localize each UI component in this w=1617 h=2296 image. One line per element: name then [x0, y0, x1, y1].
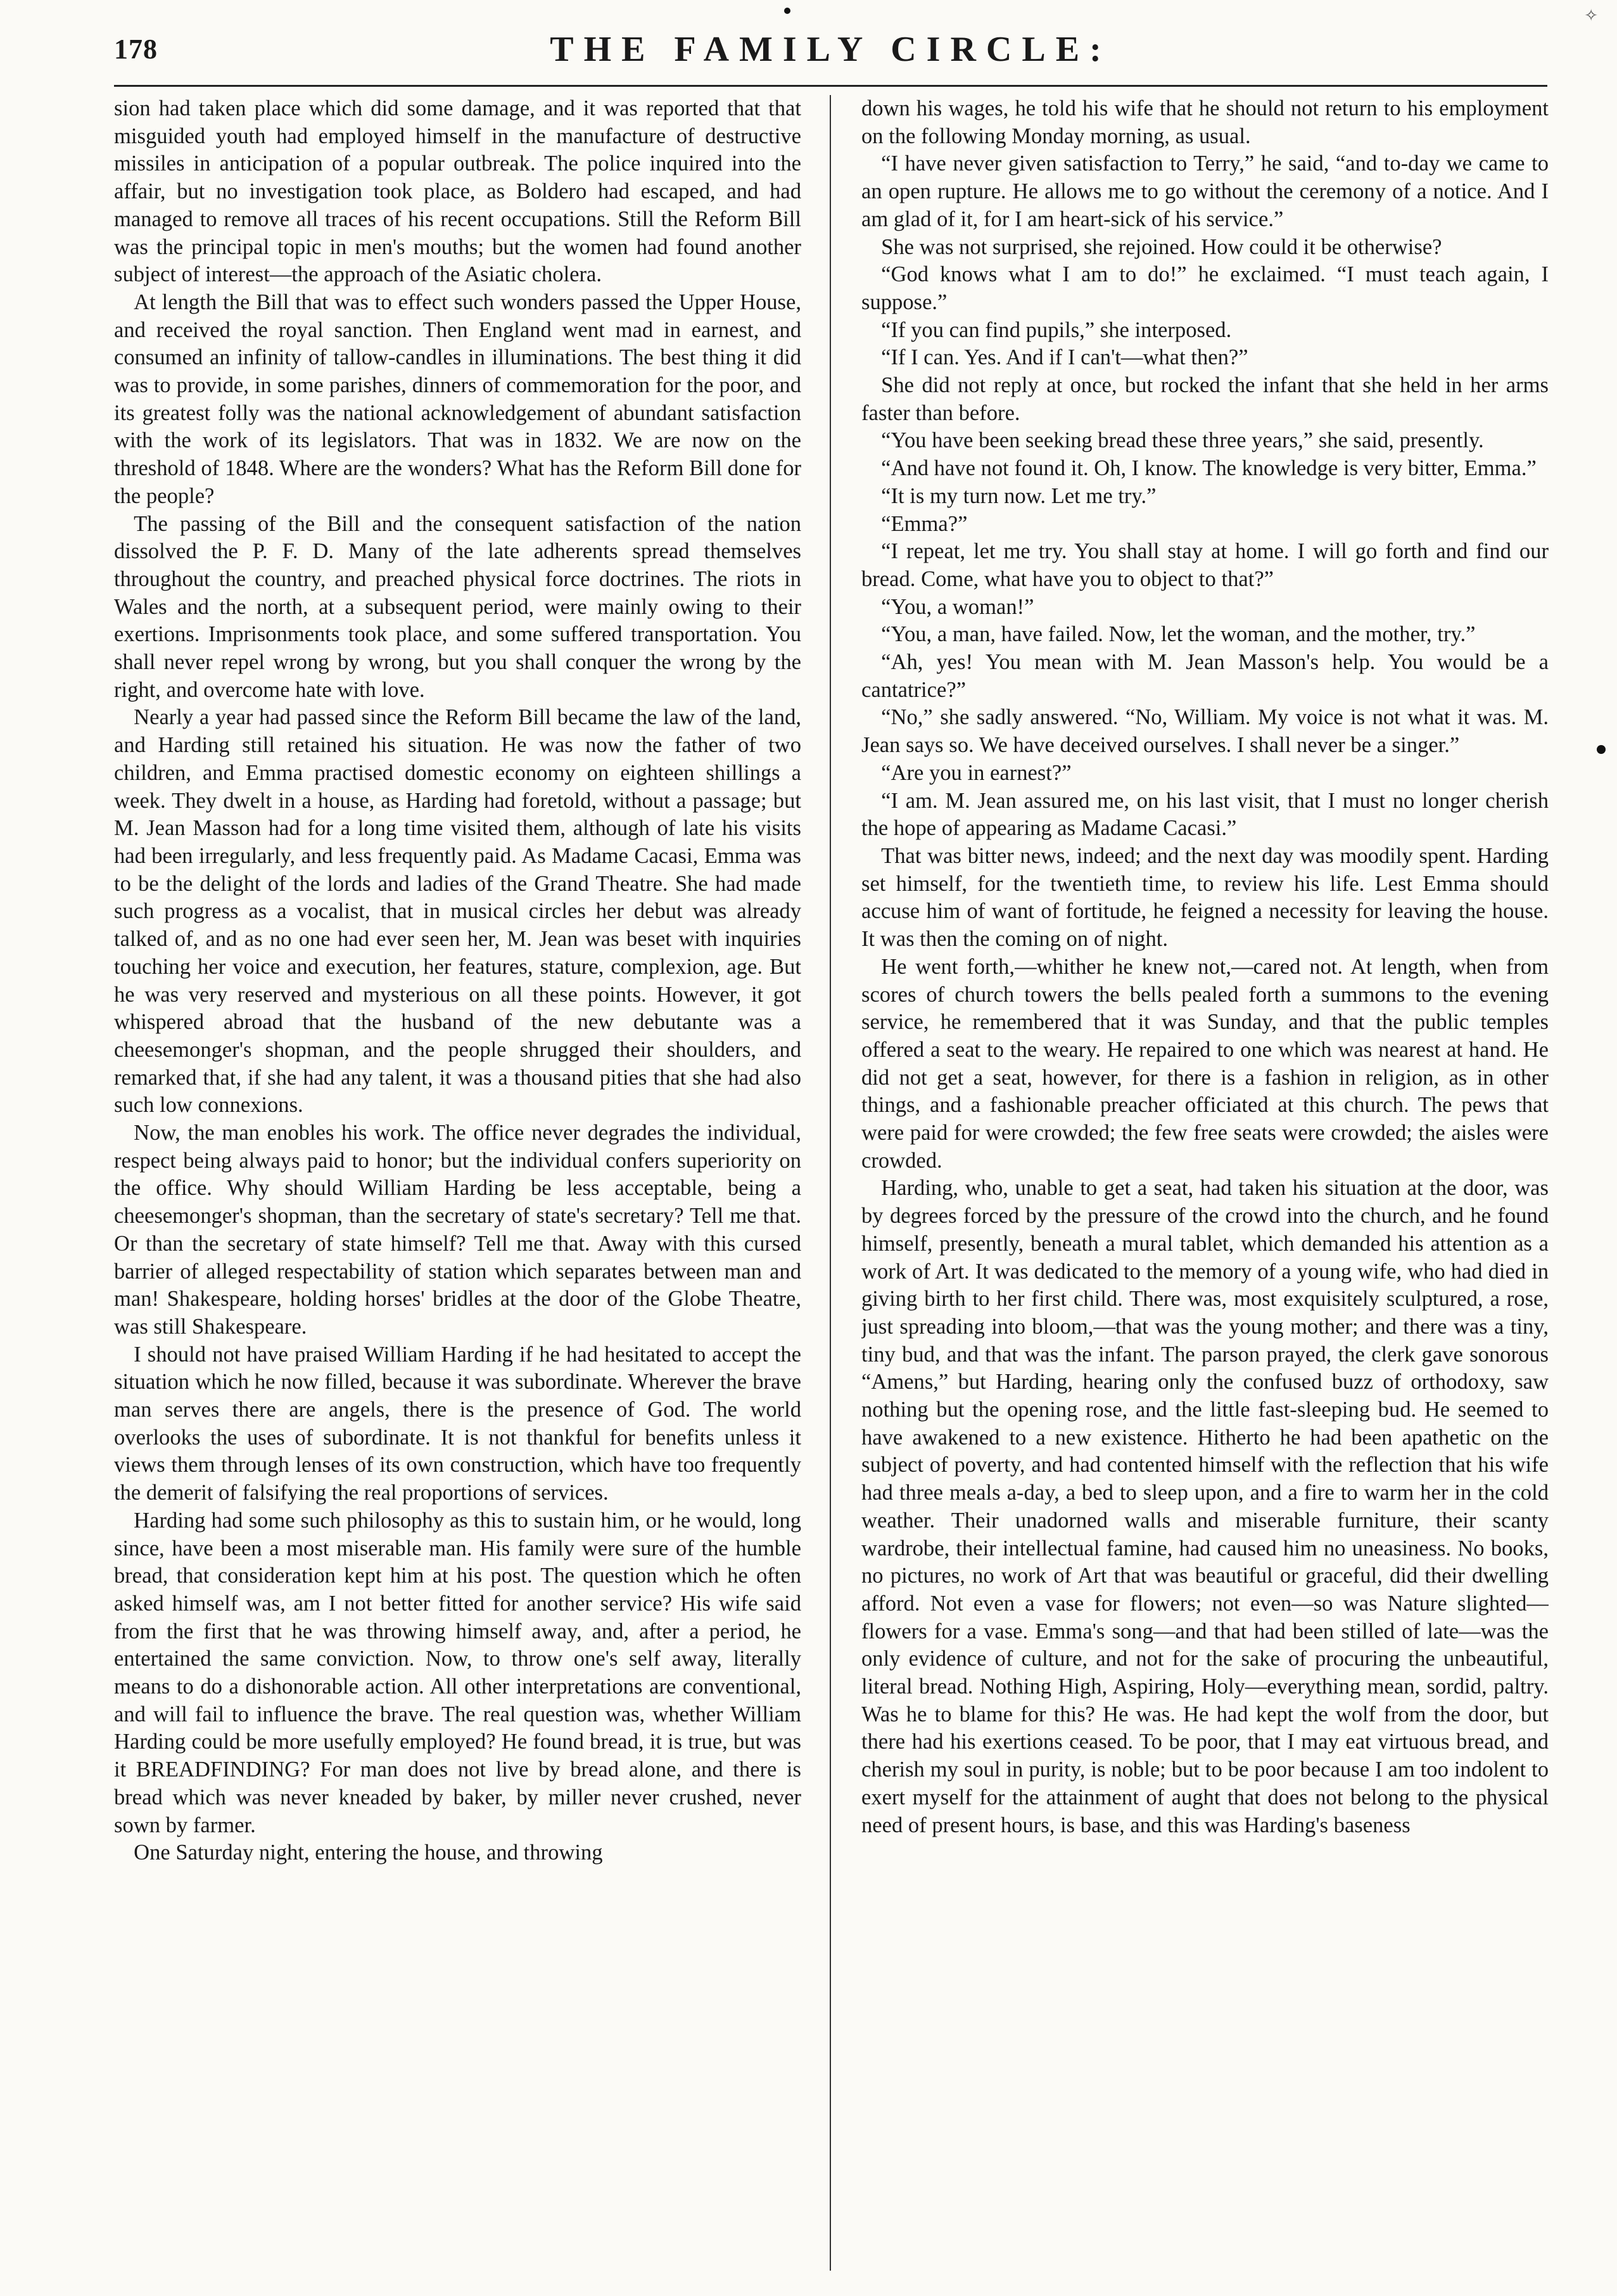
- paragraph: “Emma?”: [881, 511, 968, 536]
- right-column: [861, 95, 1549, 2271]
- paragraph: “If you can find pupils,” she interposed.: [881, 317, 1232, 342]
- paragraph: Harding had some such philosophy as this to sustain him, or he would, long since, have been a most miserable man. His family were sure of the humble bread, that consideration kept him at his post. The question which he often asked himself was, am I not better fitted for another service? His wife said from the first that he was throwing himself away, and, after a period, he entertained the same conviction. Now, to throw one's self away, literally means to do a dishonorable action. All other interpretations are conventional, and will fail to influence the brave. The real question was, whether William Harding could be more usefully employed? He found bread, it is true, but was it BREADFINDING? For man does not live by bread alone, and there is bread which was never kneaded by baker, by miller never crushed, never sown by farmer.: [114, 1508, 801, 1837]
- paragraph: “If I can. Yes. And if I can't—what then?”: [881, 345, 1248, 370]
- left-column: [114, 95, 801, 2271]
- paragraph: She did not reply at once, but rocked the infant that she held in her arms faster than before.: [861, 373, 1549, 425]
- page-number: 178: [114, 34, 158, 65]
- paragraph: I should not have praised William Harding if he had hesitated to accept the situation which he now filled, because it was subordinate. Wherever the brave man serves there are angels, there is the presence of God. The world overlooks the uses of subordinate. It is not thankful for benefits unless it views them through lenses of its own construction, which have too frequently the demerit of falsifying the real proportions of services.: [114, 1342, 801, 1505]
- paragraph: down his wages, he told his wife that he should not return to his employment on the following Monday morning, as usual.: [861, 96, 1549, 148]
- paragraph: “God knows what I am to do!” he exclaimed. “I must teach again, I suppose.”: [861, 262, 1549, 314]
- paragraph: “You have been seeking bread these three years,” she said, presently.: [881, 428, 1484, 453]
- paragraph: At length the Bill that was to effect such wonders passed the Upper House, and received the royal sanction. Then England went mad in earnest, and consumed an infinity of tallow-candles in illuminations. The best thing it did was to provide, in some parishes, dinners of commemoration for the poor, and its greatest folly was the national acknowledgement of abundant satisfaction with the work of its legislators. That was in 1832. We are now on the threshold of 1848. Where are the wonders? What has the Reform Bill done for the people?: [114, 290, 801, 508]
- paragraph: “I have never given satisfaction to Terry,” he said, “and to-day we came to an open rupture. He allows me to go without the ceremony of a notice. And I am glad of it, for I am heart-sick of his service.”: [861, 151, 1549, 231]
- paragraph: “I am. M. Jean assured me, on his last visit, that I must no longer cherish the hope of appearing as Madame Cacasi.”: [861, 788, 1549, 841]
- paragraph: “No,” she sadly answered. “No, William. My voice is not what it was. M. Jean says so. We have deceived ourselves. I shall never be a singer.”: [861, 705, 1549, 758]
- page-header: [114, 27, 1547, 87]
- paragraph: “It is my turn now. Let me try.”: [881, 483, 1157, 508]
- paragraph: One Saturday night, entering the house, and throwing: [134, 1840, 603, 1865]
- article-columns: [114, 95, 1547, 2271]
- paragraph: She was not surprised, she rejoined. How could it be otherwise?: [881, 234, 1442, 259]
- paragraph: The passing of the Bill and the consequent satisfaction of the nation dissolved the P. F. D. Many of the late adherents spread themselves throughout the country, and preached physical force doctrines. The riots in Wales and the north, at a subsequent period, were mainly owing to their exertions. Imprisonments took place, and some suffered transportation. You shall never repel wrong by wrong, but you shall conquer the wrong by the right, and overcome hate with love.: [114, 511, 801, 702]
- paragraph: “I repeat, let me try. You shall stay at home. I will go forth and find our bread. Come, what have you to object to that?”: [861, 539, 1549, 591]
- running-title: THE FAMILY CIRCLE:: [550, 30, 1112, 69]
- paragraph: Now, the man enobles his work. The office never degrades the individual, respect being always paid to honor; but the individual confers superiority on the office. Why should William Harding be less acceptable, being a cheesemonger's shopman, than the secretary of state's secretary? Tell me that. Or than the secretary of state himself? Tell me that. Away with this cursed barrier of alleged respectability of station which separates between man and man! Shakespeare, holding horses' bridles at the door of the Globe Theatre, was still Shakespeare.: [114, 1121, 801, 1339]
- paragraph: He went forth,—whither he knew not,—cared not. At length, when from scores of church towers the bells pealed forth a summons to the evening service, he remembered that it was Sunday, and that the public temples offered a seat to the weary. He repaired to one which was nearest at hand. He did not get a seat, however, for there is a fashion in religion, as in other things, and a fashionable preacher officiated at this church. The pews that were paid for were crowded; the few free seats were crowded; the aisles were crowded.: [861, 954, 1549, 1173]
- paragraph: “Are you in earnest?”: [881, 760, 1072, 785]
- ink-dot: [784, 8, 790, 14]
- column-divider: [830, 95, 831, 2271]
- paragraph: Harding, who, unable to get a seat, had taken his situation at the door, was by degrees forced by the pressure of the crowd into the church, and he found himself, presently, beneath a mural tablet, which demanded his attention as a work of Art. It was dedicated to the memory of a young wife, who had died in giving birth to her first child. There was, most exquisitely sculptured, a rose, just spreading into bloom,—that was the young mother; and there was a tiny, tiny bud, and that was the infant. The parson prayed, the clerk gave sonorous “Amens,” but Harding, hearing only the confused buzz of orthodoxy, saw nothing but the opening rose, and the little fast-sleeping bud. He seemed to have awakened to a new existence. Hitherto he had been apathetic on the subject of poverty, and had contented himself with the reflection that his wife had three meals a-day, a bed to sleep upon, and a fire to warm her in the cold weather. Their unadorned walls and miserable furniture, their scanty wardrobe, their intellectual famine, had caused him no uneasiness. No books, no pictures, no work of Art that was beautiful or graceful, did their dwelling afford. Not even a vase for flowers; not even—so was Nature slighted—flowers for a vase. Emma's song—and that had been stilled of late—was the only evidence of culture, and not for the sake of procuring the unbeautiful, literal bread. Nothing High, Aspiring, Holy—everything mean, sordid, paltry. Was he to blame for this? He was. He had kept the wolf from the door, but there had his exertions ceased. To be poor, that I may eat virtuous bread, and cherish my soul in purity, is noble; but to be poor because I am too indolent to exert myself for the attainment of aught that does not belong to the physical need of present hours, is base, and this was Harding's baseness: [861, 1176, 1549, 1837]
- paragraph: Nearly a year had passed since the Reform Bill became the law of the land, and Harding still retained his situation. He was now the father of two children, and Emma practised domestic economy on eighteen shillings a week. They dwelt in a house, as Harding had foretold, without a passage; but M. Jean Masson had for a long time visited them, although of late his visits had been irregularly, and less frequently paid. As Madame Cacasi, Emma was to be the delight of the lords and ladies of the Grand Theatre. She had made such progress as a vocalist, that in musical circles her debut was already talked of, and as no one had ever seen her, M. Jean was beset with inquiries touching her voice and execution, her features, stature, complexion, age. But he was very reserved and mysterious on all these points. However, it got whispered abroad that the husband of the new debutante was a cheesemonger's shopman, and the people shrugged their shoulders, and remarked that, if she had any talent, it was a thousand pities that she had also such low connexions.: [114, 705, 801, 1118]
- paragraph: “Ah, yes! You mean with M. Jean Masson's help. You would be a cantatrice?”: [861, 650, 1549, 702]
- corner-mark: ✧: [1584, 6, 1598, 25]
- paragraph: “And have not found it. Oh, I know. The knowledge is very bitter, Emma.”: [881, 456, 1537, 481]
- paragraph: That was bitter news, indeed; and the next day was moodily spent. Harding set himself, for the twentieth time, to review his life. Lest Emma should accuse him of want of fortitude, he feigned a necessity for leaving the house. It was then the coming on of night.: [861, 843, 1549, 952]
- paragraph: sion had taken place which did some damage, and it was reported that that misguided youth had employed himself in the manufacture of destructive missiles in anticipation of a popular outbreak. The police inquired into the affair, but no investigation took place, as Boldero had escaped, and had managed to remove all traces of his recent occupations. Still the Reform Bill was the principal topic in men's mouths; but the women had found another subject of interest—the approach of the Asiatic cholera.: [114, 96, 801, 287]
- margin-bullet: [1597, 745, 1606, 754]
- paragraph: “You, a woman!”: [881, 594, 1034, 619]
- paragraph: “You, a man, have failed. Now, let the woman, and the mother, try.”: [881, 622, 1476, 647]
